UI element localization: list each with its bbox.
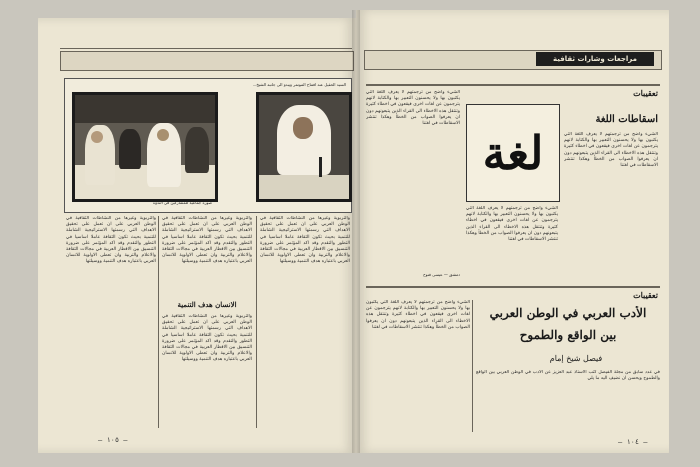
calligraphy-glyph: لغة	[482, 126, 544, 180]
section-tag-header: مراجعات وشارات ثقافية	[536, 52, 654, 66]
bottom-title-line1: الأدب العربي في الوطن العربي	[489, 306, 647, 320]
speaker-photo	[256, 92, 352, 202]
book-spine	[352, 10, 360, 453]
text-column-middle-top: والتربوية وغيرها من النشاطات الثقافية في الوطن العربي على ان تعمل على تحقيق الاهداف التي رسمتها الاستراتيجية الشاملة للتنمية بحيث تكون الثقافة عاملا اساسيا في التطور والتقدم وقد اكد المؤتمر على ضرورة التنسيق بين الاقطار العربية في مجالات الثقافة والاعلام والتربية وان تعطى الاولوية للانسان العربي باعتباره هدف التنمية ووسيلتها	[162, 216, 252, 265]
bottom-column-left: الشيء واضح من ترجمتهم لا يعرف اللغة التي يكتبون بها ولا يحسنون التعبير بها والكتابة لانهم يترجمون عن لغات اخرى فيقعون في اخطاء كثيرة وتنتقل هذه الاخطاء الى القراء الذين يتبعونهم دون ان يعرفوا الصواب من الخطأ وهكذا تنتشر الاسقاطات في لغتنا	[366, 300, 470, 330]
bottom-section-tag: تعقيبات	[633, 290, 658, 300]
left-page	[38, 18, 356, 453]
calligraphy-artwork	[466, 104, 560, 202]
top-rule	[60, 48, 352, 49]
person-figure	[119, 129, 141, 169]
speaker-figure	[277, 105, 331, 175]
page-number-left: — ١٠٥ —	[98, 436, 128, 444]
top-column-middle: الشيء واضح من ترجمتهم لا يعرف اللغة التي يكتبون بها ولا يحسنون التعبير بها والكتابة لانهم يترجمون عن لغات اخرى فيقعون في اخطاء كثيرة وتنتقل هذه الاخطاء الى القراء الذين يتبعونهم دون ان يعرفوا الصواب من الخطأ وهكذا تنتشر الاسقاطات في لغتنا	[466, 206, 558, 243]
top-rule-right	[366, 84, 660, 86]
top-article-title: اسقاطات اللغة	[595, 114, 658, 125]
column-rule	[158, 216, 159, 428]
photo-caption-left: صورة جماعية للمشاركين في الندوة	[153, 200, 212, 205]
photo-caption-right: السيد الحقيل عند افتتاح الموتمر ويبدو الى جانبه الشيخ...	[252, 82, 346, 87]
mid-rule	[366, 286, 660, 288]
subheading: الانسان هدف التنمية	[177, 300, 237, 309]
text-column-middle-bottom: والتربوية وغيرها من النشاطات الثقافية في الوطن العربي على ان تعمل على تحقيق الاهداف التي رسمتها الاستراتيجية الشاملة للتنمية بحيث تكون الثقافة عاملا اساسيا في التطور والتقدم وقد اكد المؤتمر على ضرورة التنسيق بين الاقطار العربية في مجالات الثقافة والاعلام والتربية وان تعطى الاولوية للانسان العربي باعتباره هدف التنمية ووسيلتها	[162, 314, 252, 363]
right-page	[356, 10, 669, 453]
bottom-title-line2: بين الواقع والطموح	[519, 328, 617, 342]
top-column-left: الشيء واضح من ترجمتهم لا يعرف اللغة التي يكتبون بها ولا يحسنون التعبير بها والكتابة لانهم يترجمون عن لغات اخرى فيقعون في اخطاء كثيرة وتنتقل هذه الاخطاء الى القراء الذين يتبعونهم دون ان يعرفوا الصواب من الخطأ وهكذا تنتشر الاسقاطات في لغتنا	[366, 90, 460, 127]
header-band	[60, 51, 354, 71]
column-rule	[256, 216, 257, 428]
person-figure	[185, 127, 209, 173]
page-number-right: — ١٠٤ —	[618, 438, 648, 446]
text-column-right: والتربوية وغيرها من النشاطات الثقافية في الوطن العربي على ان تعمل على تحقيق الاهداف التي رسمتها الاستراتيجية الشاملة للتنمية بحيث تكون الثقافة عاملا اساسيا في التطور والتقدم وقد اكد المؤتمر على ضرورة التنسيق بين الاقطار العربية في مجالات الثقافة والاعلام والتربية وان تعطى الاولوية للانسان العربي باعتباره هدف التنمية ووسيلتها	[260, 216, 350, 265]
group-photo	[72, 92, 218, 202]
text-column-left: والتربوية وغيرها من النشاطات الثقافية في الوطن العربي على ان تعمل على تحقيق الاهداف التي رسمتها الاستراتيجية الشاملة للتنمية بحيث تكون الثقافة عاملا اساسيا في التطور والتقدم وقد اكد المؤتمر على ضرورة التنسيق بين الاقطار العربية في مجالات الثقافة والاعلام والتربية وان تعطى الاولوية للانسان العربي باعتباره هدف التنمية ووسيلتها	[66, 216, 156, 265]
column-rule	[472, 300, 473, 432]
bottom-lead-text: في عدد سابق من مجلة الفيصل كتب الاستاذ عبد العزيز عن الادب في الوطن العربي بين الواقع والطموح ويحسن ان نضيف اليه ما يلي	[476, 370, 660, 382]
bottom-byline: فيصل شيخ إمام	[549, 354, 603, 363]
top-byline: دمشق — عيسى فتوح	[423, 272, 460, 277]
top-section-tag: تعقيبات	[633, 88, 658, 98]
top-column-right: الشيء واضح من ترجمتهم لا يعرف اللغة التي يكتبون بها ولا يحسنون التعبير بها والكتابة لانهم يترجمون عن لغات اخرى فيقعون في اخطاء كثيرة وتنتقل هذه الاخطاء الى القراء الذين يتبعونهم دون ان يعرفوا الصواب من الخطأ وهكذا تنتشر الاسقاطات في لغتنا	[564, 132, 658, 169]
microphone-icon	[319, 157, 322, 177]
